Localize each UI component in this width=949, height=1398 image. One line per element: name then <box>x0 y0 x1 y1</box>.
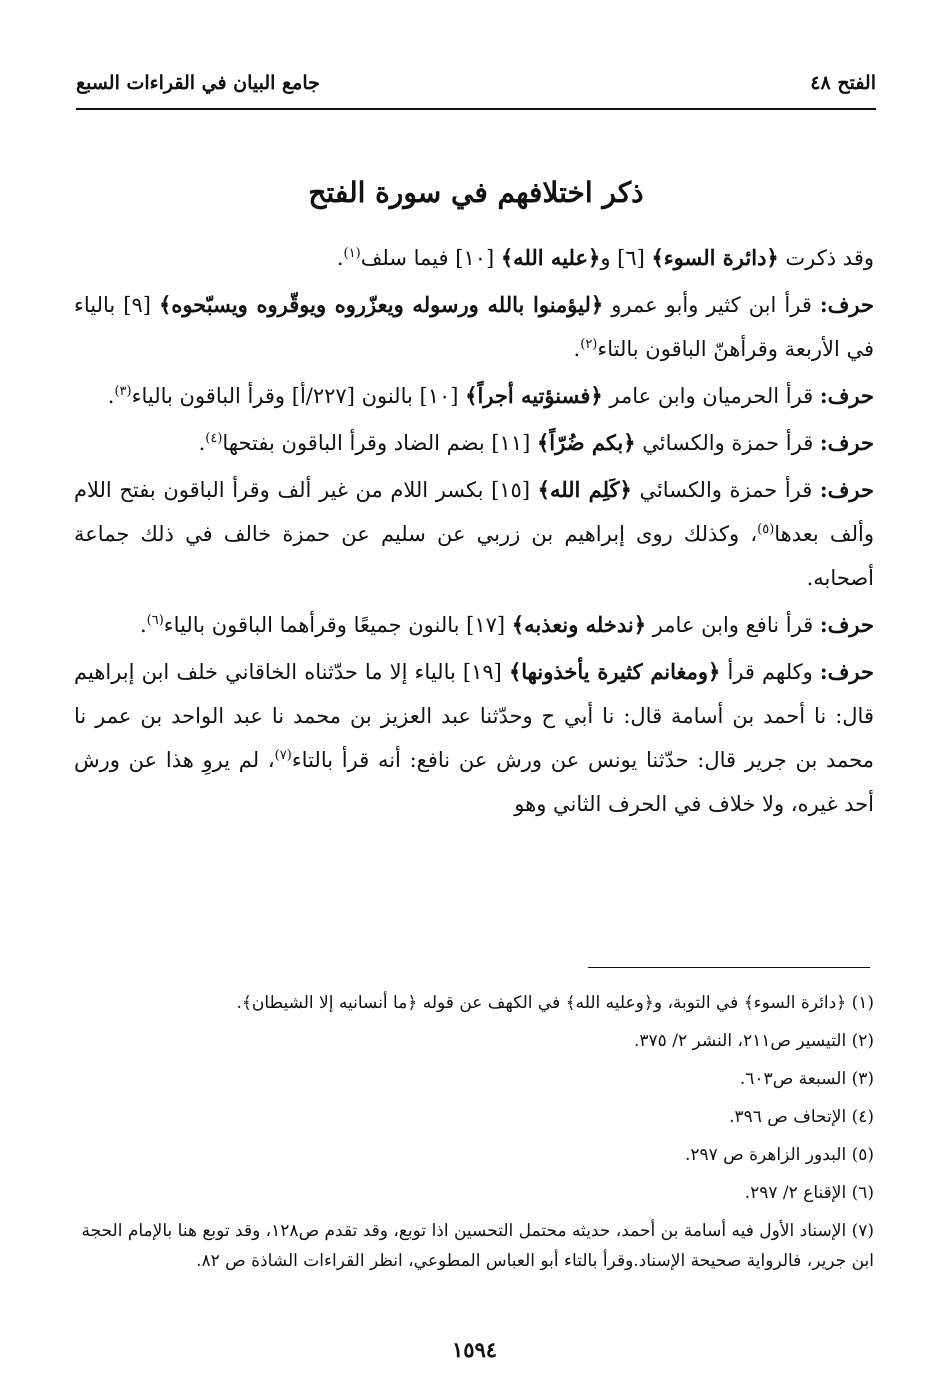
paragraph-intro: وقد ذكرت ﴿دائرة السوء﴾ [٦] و﴿عليه الله﴾ [١٠] فيما سلف$^{(١)}$. <box>336 245 874 270</box>
footnote-item: (٧) الإسناد الأول فيه أسامة بن أحمد، حديثه محتمل التحسين اذا توبع، وقد تقدم ص١٢٨، وقد توبع هنا بالإمام الحجة ابن جرير، فالرواية صحيحة الإسناد.وقرأ بالتاء أبو العباس المطوعي، انظر القراءات الشاذة ص ٨٢. <box>81 1221 874 1271</box>
footnote-ref: (٤) <box>205 431 223 446</box>
footnote-item: (٢) التيسير ص٢١١، النشر ٢/ ٣٧٥. <box>634 1031 874 1051</box>
footnote-ref: (١) <box>343 246 361 261</box>
paragraph-harf: حرف: قرأ ابن كثير وأبو عمرو ﴿ليؤمنوا بالله ورسوله ويعزّروه ويوقّروه ويسبّحوه﴾ [٩] بالياء في الأربعة وقرأهنّ الباقون بالتاء$^{(٢)}$. <box>74 292 874 361</box>
footnote-item: (١) ﴿دائرة السوء﴾ في التوبة، و﴿وعليه الله﴾ في الكهف عن قوله ﴿ما أنسانيه إلا الشيطان﴾. <box>236 993 874 1013</box>
footnote-ref: (٥) <box>757 522 775 537</box>
paragraph-harf: حرف: قرأ نافع وابن عامر ﴿ندخله ونعذبه﴾ [١٧] بالنون جميعًا وقرأهما الباقون بالياء$^{(٦)}$. <box>139 612 874 637</box>
harf-label: حرف: <box>819 383 874 408</box>
page-number: ١٥٩٤ <box>451 1337 498 1362</box>
footnote-divider <box>588 967 870 968</box>
harf-label: حرف: <box>819 477 874 502</box>
quran-quote: ﴿بكم ضُرّاً﴾ <box>536 430 636 455</box>
footnote-item: (٥) البدور الزاهرة ص ٢٩٧. <box>684 1145 874 1165</box>
paragraph-harf: حرف: قرأ حمزة والكسائي ﴿كَلِم الله﴾ [١٥] بكسر اللام من غير ألف وقرأ الباقون بفتح اللام وألف بعدها$^{(٥)}$، وكذلك روى إبراهيم بن زربي عن سليم عن حمزة خالف في ذلك جماعة أصحابه. <box>74 477 875 590</box>
paragraph-harf: حرف: قرأ الحرميان وابن عامر ﴿فسنؤتيه أجراً﴾ [١٠] بالنون [٢٢٧/أ] وقرأ الباقون بالياء$^{(٣)}$. <box>107 383 874 408</box>
footnote-ref: (٢) <box>580 337 598 352</box>
quran-quote: ﴿فسنؤتيه أجراً﴾ <box>465 383 603 408</box>
paragraph-harf: حرف: وكلهم قرأ ﴿ومغانم كثيرة يأخذونها﴾ [١٩] بالياء إلا ما حدّثناه الخاقاني خلف ابن إبراهيم قال: نا أحمد بن أسامة قال: نا أبي ح وحدّثنا عبد العزيز بن محمد نا عبد الواحد بن عمر نا محمد بن جرير قال: حدّثنا يونس عن ورش عن نافع: أنه قرأ بالتاء$^{(٧)}$، لم يروِ هذا عن ورش أحد غيره، ولا خلاف في الحرف الثاني وهو <box>74 659 874 816</box>
main-text <box>74 236 874 829</box>
section-title: ذكر اختلافهم في سورة الفتح <box>308 176 644 209</box>
quran-quote: ﴿عليه الله﴾ <box>500 245 601 270</box>
quran-quote: ﴿ليؤمنوا بالله ورسوله ويعزّروه ويوقّروه ويسبّحوه﴾ <box>159 292 604 317</box>
footnote-ref: (٣) <box>114 384 132 399</box>
harf-label: حرف: <box>819 659 874 684</box>
footnote-item: (٣) السبعة ص٦٠٣. <box>739 1069 874 1089</box>
harf-label: حرف: <box>819 612 874 637</box>
footnote-item: (٦) الإقناع ٢/ ٢٩٧. <box>744 1183 874 1203</box>
harf-label: حرف: <box>819 430 874 455</box>
quran-quote: ﴿دائرة السوء﴾ <box>651 245 779 270</box>
header-divider <box>76 108 876 110</box>
quran-quote: ﴿ومغانم كثيرة يأخذونها﴾ <box>508 659 721 684</box>
footnote-ref: (٧) <box>274 748 292 763</box>
running-header <box>76 72 876 102</box>
footnote-ref: (٦) <box>146 613 164 628</box>
harf-label: حرف: <box>819 292 874 317</box>
header-book-title: جامع البيان في القراءات السبع <box>76 72 320 94</box>
header-surah-page: الفتح ٤٨ <box>810 72 876 94</box>
footnotes <box>74 984 874 1276</box>
quran-quote: ﴿ندخله ونعذبه﴾ <box>511 612 647 637</box>
footnote-item: (٤) الإتحاف ص ٣٩٦. <box>729 1107 874 1127</box>
paragraph-harf: حرف: قرأ حمزة والكسائي ﴿بكم ضُرّاً﴾ [١١] بضم الضاد وقرأ الباقون بفتحها$^{(٤)}$. <box>198 430 874 455</box>
quran-quote: ﴿كَلِم الله﴾ <box>537 477 632 502</box>
